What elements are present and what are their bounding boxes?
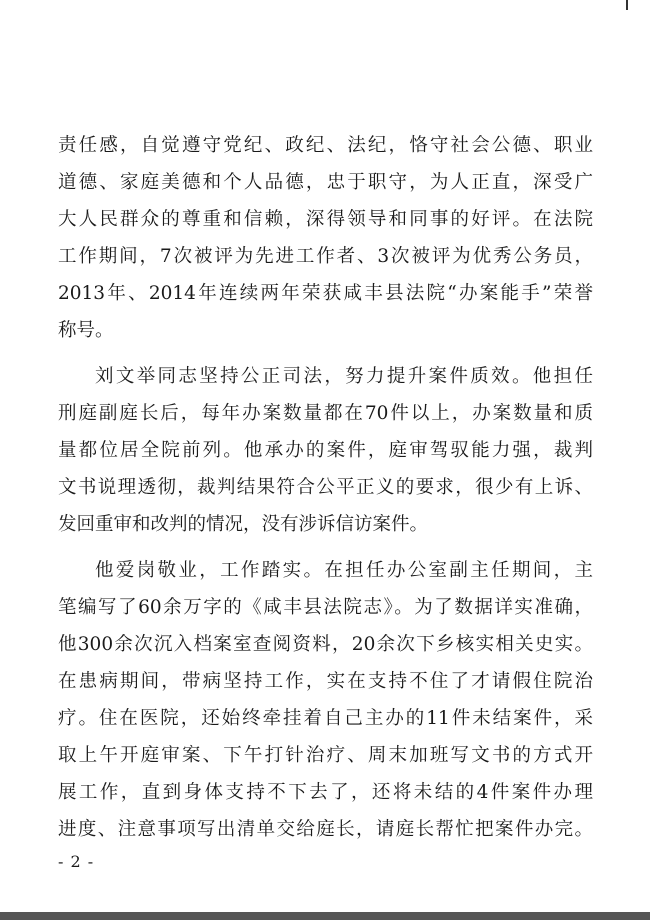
text-line: 量都位居全院前列。他承办的案件，庭审驾驭能力强，裁判 [58, 440, 593, 461]
paragraph [58, 358, 593, 543]
text-line: 工作期间，7次被评为先进工作者、3次被评为优秀公务员， [58, 246, 593, 267]
text-line: 取上午开庭审案、下午打针治疗、周末加班写文书的方式开 [58, 745, 593, 766]
paragraph [58, 127, 593, 349]
page-number: - 2 - [58, 852, 95, 871]
text-line: 他300余次沉入档案室查阅资料，20余次下乡核实相关史实。 [58, 634, 593, 655]
text-line: 文书说理透彻，裁判结果符合公平正义的要求，很少有上诉、 [58, 477, 593, 498]
text-line: 责任感，自觉遵守党纪、政纪、法纪，恪守社会公德、职业 [58, 135, 593, 156]
text-line: 道德、家庭美德和个人品德，忠于职守，为人正直，深受广 [58, 172, 593, 193]
text-line: 称号。 [58, 320, 114, 341]
page-edge-mark [626, 0, 628, 10]
text-line: 笔编写了60余万字的《咸丰县法院志》。为了数据详实准确， [58, 597, 593, 618]
text-line: 大人民群众的尊重和信赖，深得领导和同事的好评。在法院 [58, 209, 593, 230]
text-line: 2013年、2014年连续两年荣获咸丰县法院“办案能手”荣誉 [58, 283, 593, 304]
page-bottom-edge [0, 912, 650, 920]
text-line: 他爱岗敬业，工作踏实。在担任办公室副主任期间，主 [95, 560, 593, 581]
text-line: 发回重审和改判的情况，没有涉诉信访案件。 [58, 514, 429, 535]
text-line: 刑庭副庭长后，每年办案数量都在70件以上，办案数量和质 [58, 403, 593, 424]
text-line: 刘文举同志坚持公正司法，努力提升案件质效。他担任 [95, 366, 593, 387]
text-line: 进度、注意事项写出清单交给庭长，请庭长帮忙把案件办完。 [58, 819, 593, 840]
paragraph [58, 552, 593, 848]
text-line: 展工作，直到身体支持不下去了，还将未结的4件案件办理 [58, 782, 593, 803]
text-line: 疗。住在医院，还始终牵挂着自己主办的11件未结案件，采 [58, 708, 593, 729]
text-line: 在患病期间，带病坚持工作，实在支持不住了才请假住院治 [58, 671, 593, 692]
body-text [58, 127, 593, 848]
